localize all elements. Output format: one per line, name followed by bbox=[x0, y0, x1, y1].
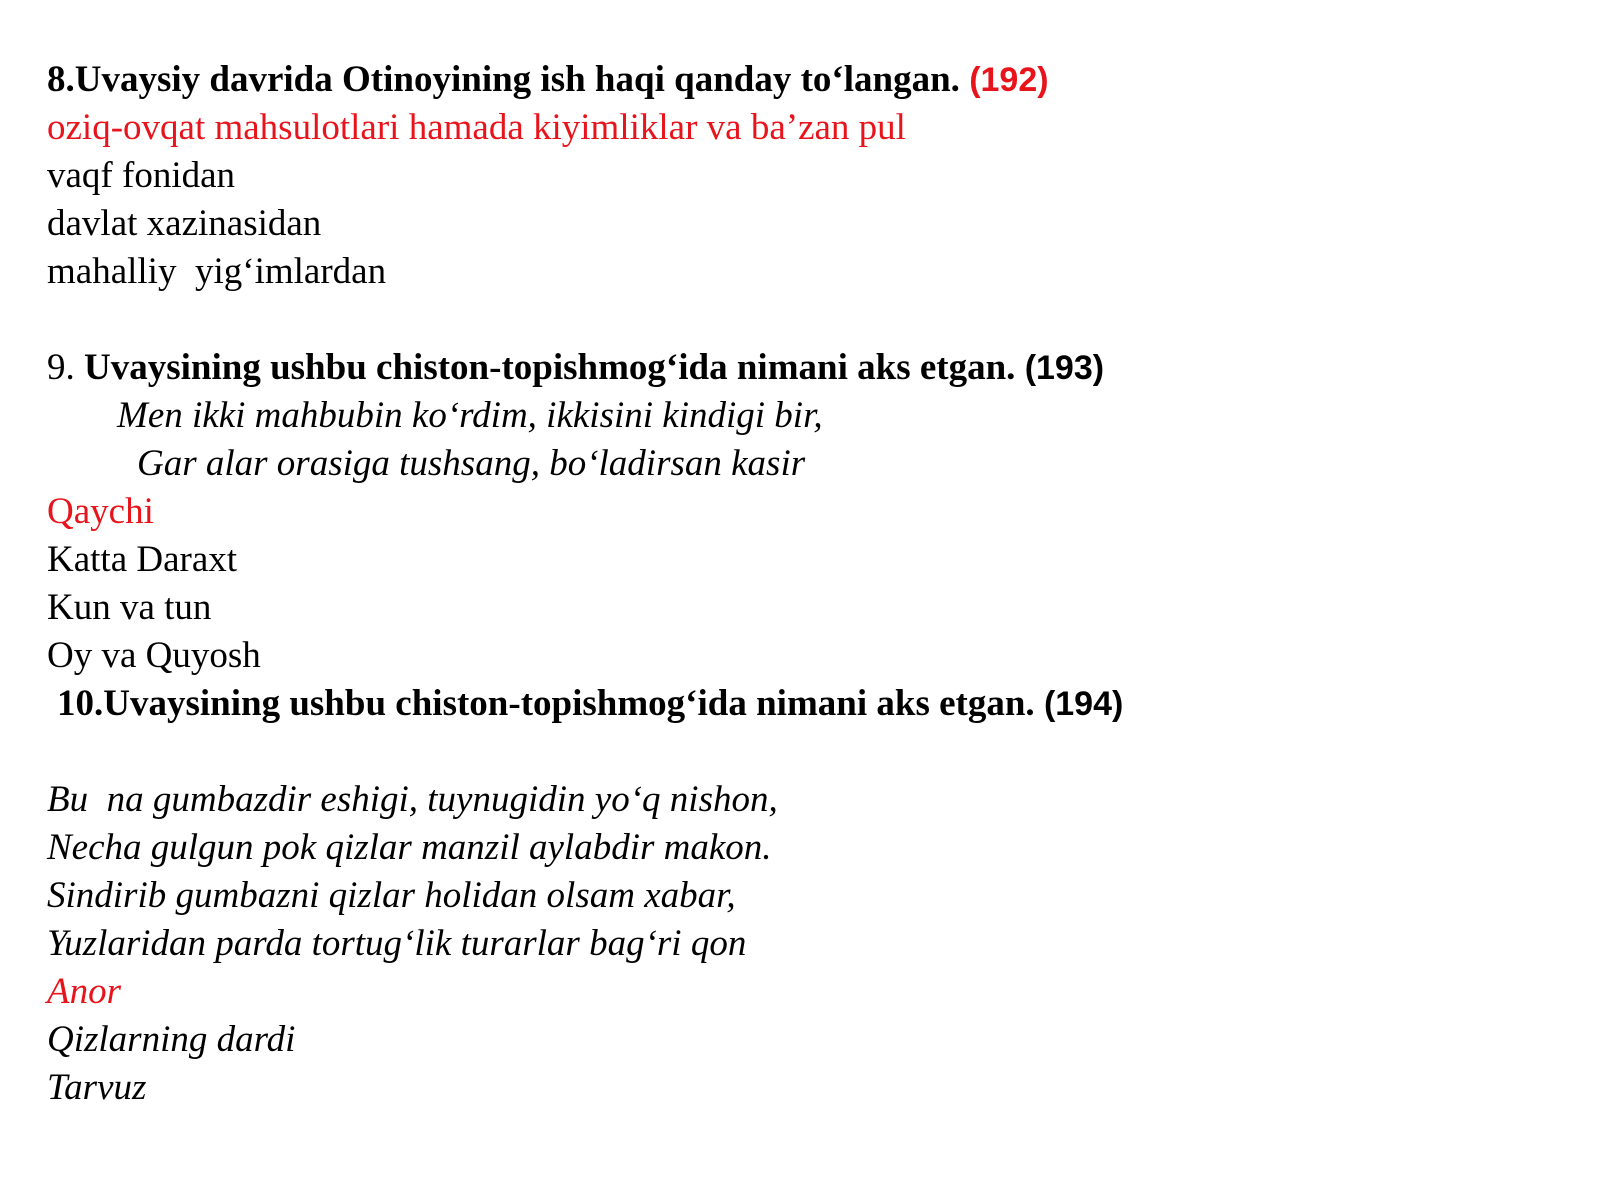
question-8-answer: oziq-ovqat mahsulotlari hamada kiyimliklar va ba’zan pul bbox=[47, 107, 906, 148]
question-8-option-2: davlat xazinasidan bbox=[47, 203, 322, 244]
question-8-number: 8 bbox=[47, 59, 66, 100]
question-9-number: 9. bbox=[47, 347, 84, 388]
question-8-option-1: vaqf fonidan bbox=[47, 155, 236, 196]
question-9-verse-1: Men ikki mahbubin ko‘rdim, ikkisini kindigi bir, bbox=[117, 395, 823, 436]
question-9-answer: Qaychi bbox=[47, 491, 154, 532]
question-9-heading bbox=[47, 344, 1600, 392]
question-10-verse-4: Yuzlaridan parda tortug‘lik turarlar bag‘ri qon bbox=[47, 923, 747, 964]
question-9-option-3: Oy va Quyosh bbox=[47, 635, 261, 676]
question-9-text: Uvaysining ushbu chiston-topishmog‘ida nimani aks etgan. bbox=[84, 347, 1025, 388]
question-9-option-2: Kun va tun bbox=[47, 587, 212, 628]
question-8-ref: (192) bbox=[969, 61, 1049, 99]
question-8-option-3: mahalliy yig‘imlardan bbox=[47, 251, 387, 292]
spacer bbox=[47, 296, 1600, 344]
question-8-heading bbox=[47, 56, 1600, 104]
question-10-verse-1: Bu na gumbazdir eshigi, tuynugidin yo‘q nishon, bbox=[47, 779, 778, 820]
question-10-answer: Anor bbox=[47, 971, 121, 1012]
question-10-verse-3: Sindirib gumbazni qizlar holidan olsam xabar, bbox=[47, 875, 736, 916]
question-10-ref: (194) bbox=[1043, 685, 1124, 723]
question-10-verse-2: Necha gulgun pok qizlar manzil aylabdir makon. bbox=[47, 827, 772, 868]
question-9-ref: (193) bbox=[1024, 349, 1105, 387]
question-10-option-2: Tarvuz bbox=[47, 1067, 147, 1108]
question-10-text: 10.Uvaysining ushbu chiston-topishmog‘ida nimani aks etgan. bbox=[57, 683, 1044, 724]
spacer bbox=[47, 728, 1600, 776]
question-8-text: .Uvaysiy davrida Otinoyining ish haqi qanday to‘langan. bbox=[65, 59, 970, 100]
question-9-verse-2: Gar alar orasiga tushsang, bo‘ladirsan kasir bbox=[137, 443, 806, 484]
question-10-option-1: Qizlarning dardi bbox=[47, 1019, 296, 1060]
question-10-heading bbox=[47, 680, 1600, 728]
question-9-option-1: Katta Daraxt bbox=[47, 539, 238, 580]
